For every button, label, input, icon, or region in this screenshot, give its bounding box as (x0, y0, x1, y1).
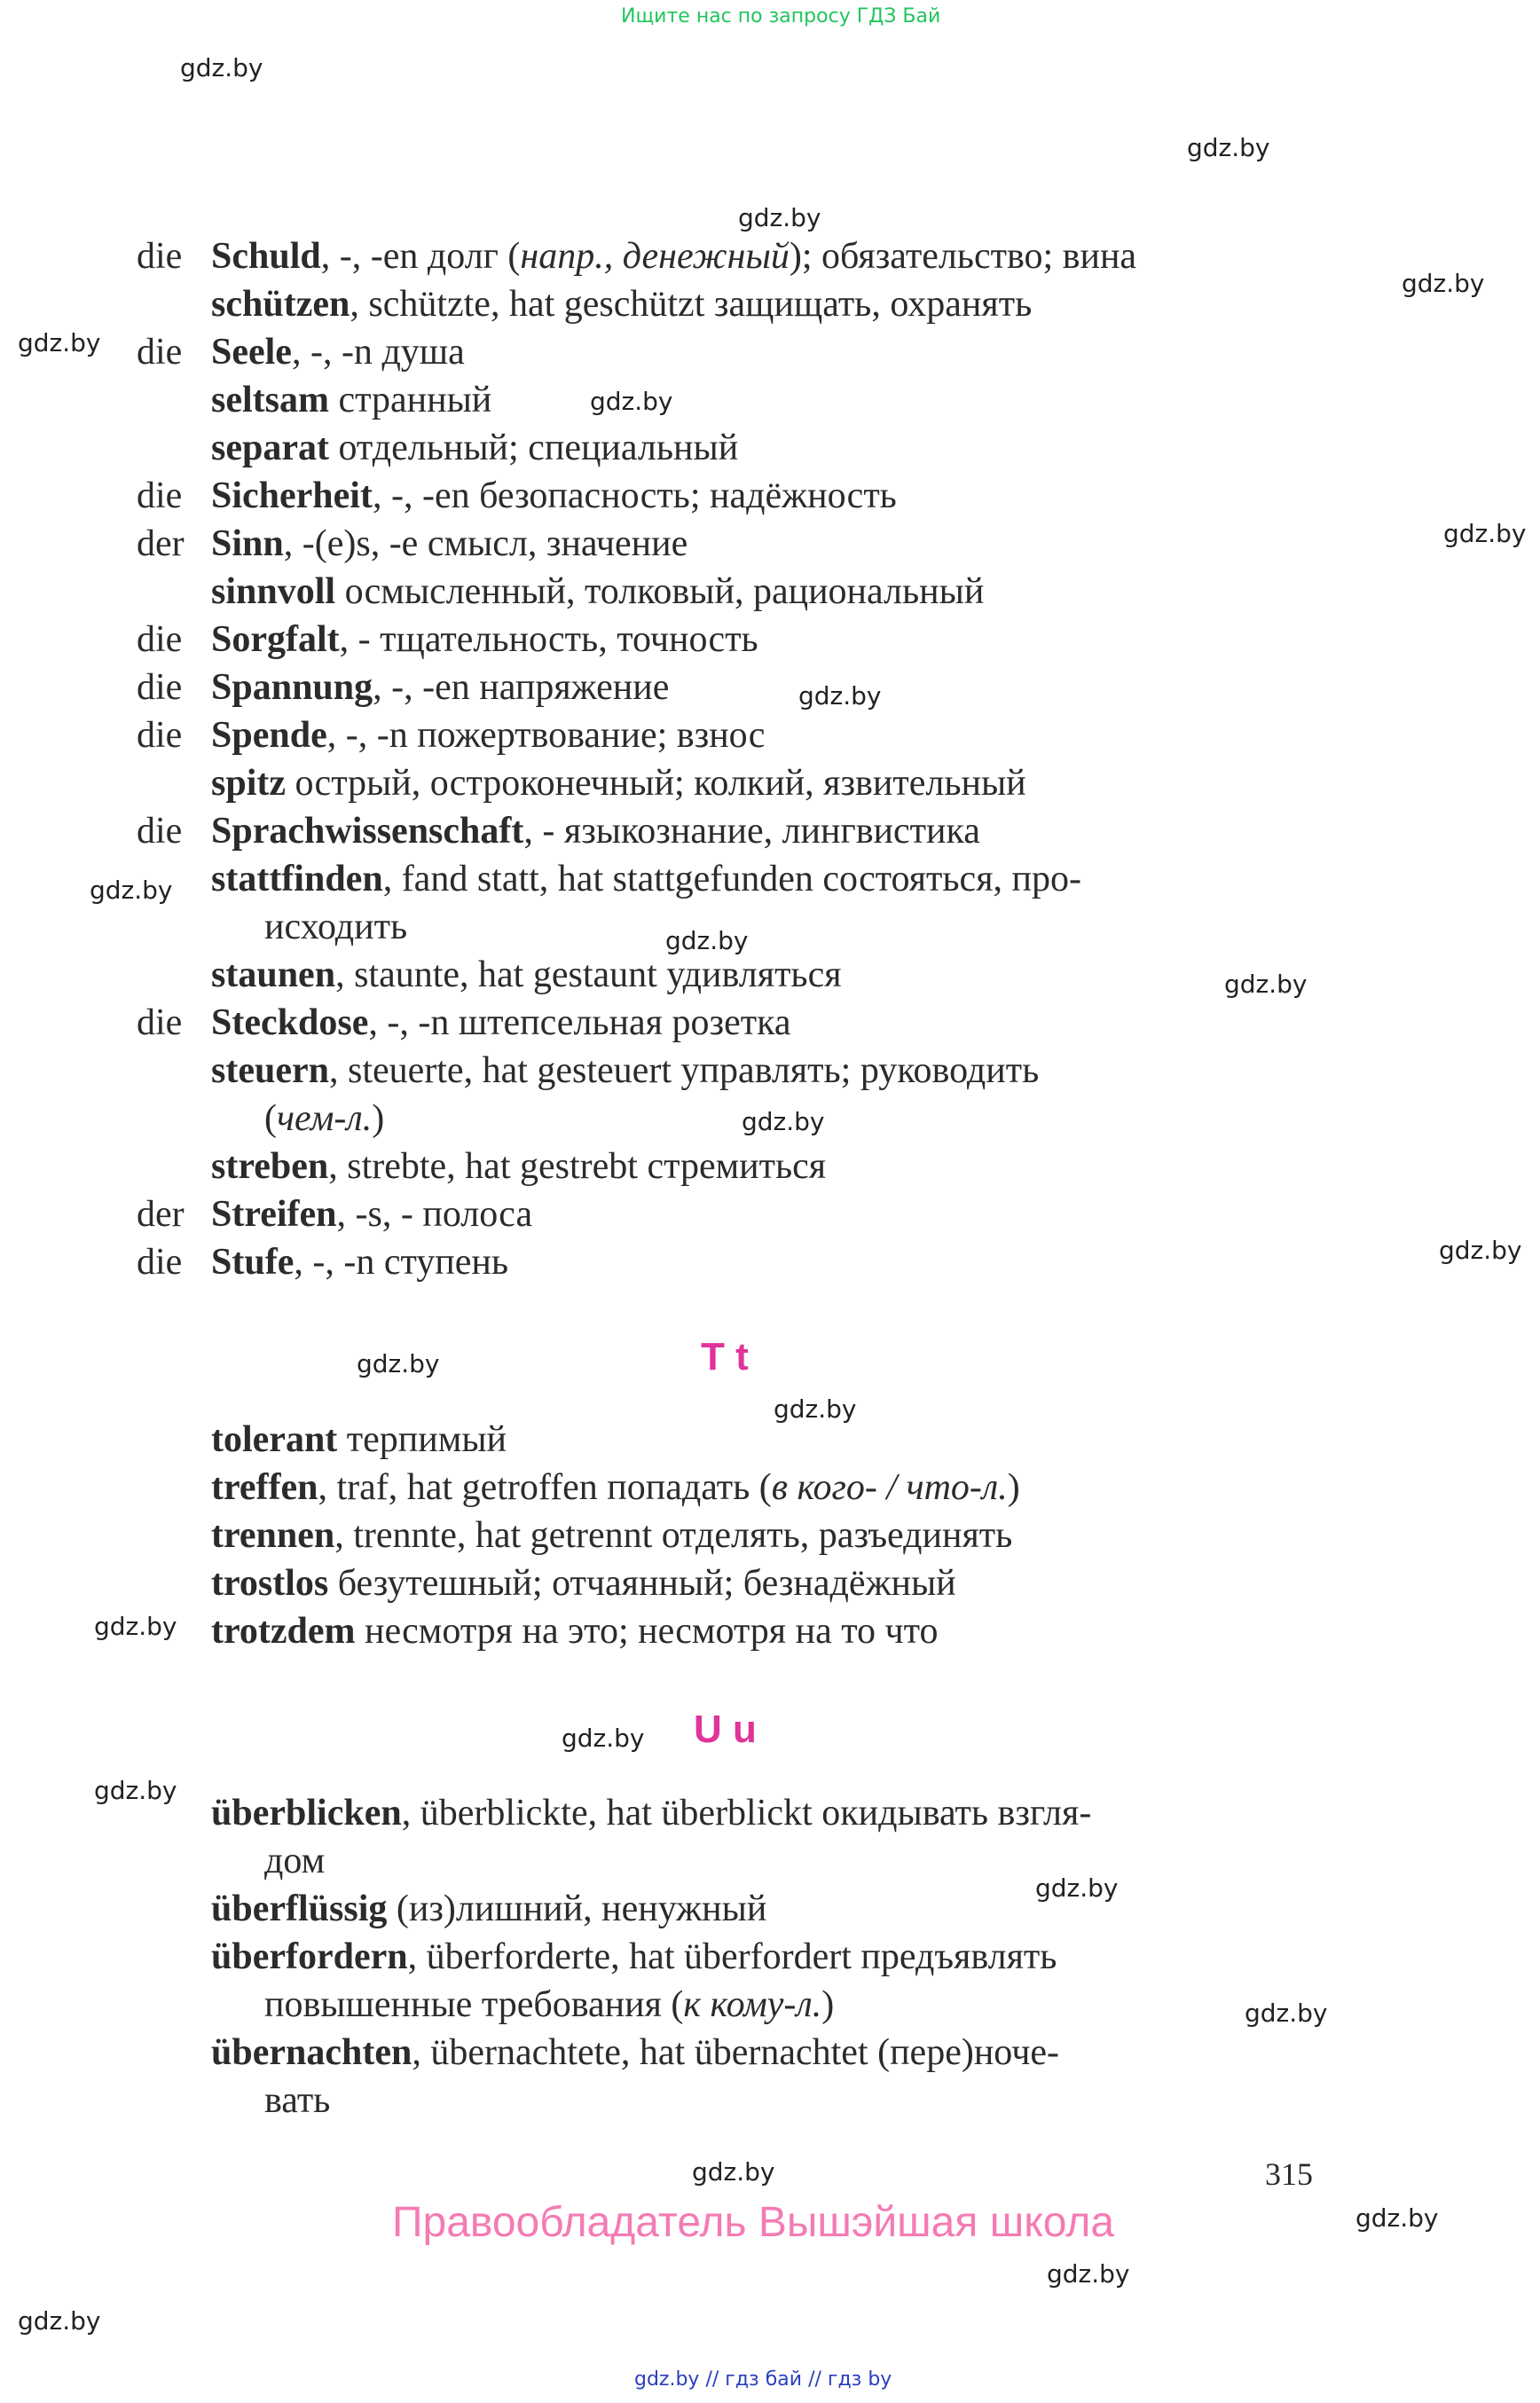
translation: защищать, охранять (704, 284, 1033, 325)
dict-entry (211, 1607, 1020, 1655)
forms: , steuerte, hat gesteuert (328, 1050, 672, 1091)
rights-holder: Правообладатель Вышэйшая школа (392, 2199, 1115, 2246)
watermark: gdz.by (692, 2157, 775, 2187)
watermark: gdz.by (1443, 519, 1527, 548)
page-number: 315 (1265, 2156, 1313, 2192)
translation: повышенные требования ( (264, 1984, 684, 2025)
dict-entry (137, 855, 1136, 903)
headword: seltsam (211, 380, 329, 420)
translation: терпимый (337, 1419, 507, 1460)
watermark: gdz.by (1047, 2259, 1130, 2289)
watermark: gdz.by (357, 1349, 440, 1378)
watermark: gdz.by (18, 2306, 101, 2336)
translation: напряжение (469, 667, 670, 708)
section-letter-t: T t (701, 1335, 749, 1378)
article: die (137, 236, 183, 277)
article: die (137, 332, 183, 373)
dict-entry (137, 232, 1136, 280)
translation: тщательность, точность (370, 619, 758, 660)
headword: Sinn (211, 523, 284, 564)
article: die (137, 667, 183, 708)
dict-entry-continuation (137, 1095, 1136, 1143)
section-s (137, 232, 1136, 1286)
dict-entry-continuation (211, 1837, 1091, 1885)
dict-entry (137, 1143, 1136, 1190)
headword: trennen (211, 1515, 335, 1556)
article: die (137, 1242, 183, 1283)
forms: , übernachtete, hat übernachtet (412, 2032, 868, 2073)
dict-entry (137, 328, 1136, 376)
dict-entry (137, 1238, 1136, 1286)
forms: , strebte, hat gestrebt (328, 1146, 638, 1187)
headword: stattfinden (211, 859, 383, 899)
headword: Steckdose (211, 1002, 369, 1043)
headword: überflüssig (211, 1889, 388, 1929)
forms: , schützte, hat geschützt (350, 284, 705, 325)
dict-entry (211, 1512, 1020, 1559)
note: напр., денежный (520, 236, 790, 277)
headword: Sprachwissenschaft (211, 811, 524, 852)
forms: , -, -en (373, 667, 470, 708)
translation: отдельный; специальный (328, 428, 739, 468)
watermark: gdz.by (590, 387, 673, 416)
article: die (137, 475, 183, 516)
headword: spitz (211, 763, 286, 804)
headword: überfordern (211, 1936, 408, 1977)
translation: безопасность; надёжность (469, 475, 897, 516)
headword: überblicken (211, 1793, 402, 1834)
translation-tail: ) (1007, 1467, 1020, 1508)
translation: несмотря на это; несмотря на то что (355, 1611, 939, 1652)
watermark: gdz.by (94, 1612, 177, 1641)
translation: окидывать взгля- (812, 1793, 1092, 1834)
forms: , -, -n (291, 332, 373, 373)
translation: предъявлять (851, 1936, 1057, 1977)
translation: пожертвование; взнос (407, 715, 766, 756)
dict-entry (137, 807, 1136, 855)
translation-tail: ); обязательство; вина (789, 236, 1137, 277)
section-letter-u: U u (694, 1708, 757, 1751)
headword: tolerant (211, 1419, 338, 1460)
headword: Sorgfalt (211, 619, 340, 660)
headword: schützen (211, 284, 350, 325)
dict-entry (211, 1885, 1091, 1933)
headword: Schuld (211, 236, 321, 277)
translation: дом (264, 1841, 326, 1881)
dict-entry (137, 376, 1136, 424)
translation: штепсельная розетка (449, 1002, 791, 1043)
dict-entry (211, 1416, 1020, 1464)
forms: , -, -n (326, 715, 408, 756)
watermark: gdz.by (18, 328, 101, 357)
dict-entry-continuation (211, 2077, 1091, 2124)
bottom-links[interactable]: gdz.by // гдз бай // гдз by (634, 2368, 892, 2391)
watermark: gdz.by (738, 203, 821, 232)
article: die (137, 715, 183, 756)
watermark: gdz.by (774, 1394, 857, 1424)
watermark: gdz.by (1402, 269, 1485, 298)
headword: Stufe (211, 1242, 295, 1283)
translation: острый, остроконечный; колкий, язвительный (286, 763, 1026, 804)
translation: управлять; руководить (671, 1050, 1040, 1091)
article: der (137, 523, 185, 564)
watermark: gdz.by (798, 681, 882, 711)
article: die (137, 811, 183, 852)
translation: ступень (374, 1242, 509, 1283)
dict-entry (137, 999, 1136, 1047)
note: чем-л. (277, 1098, 373, 1139)
forms: , - (339, 619, 371, 660)
dict-entry (137, 472, 1136, 520)
forms: , -, -en (320, 236, 419, 277)
watermark: gdz.by (1355, 2203, 1439, 2233)
forms: , -s, - (336, 1194, 413, 1235)
article: die (137, 1002, 183, 1043)
forms: , überblickte, hat überblickt (401, 1793, 813, 1834)
translation: стремиться (637, 1146, 827, 1187)
watermark: gdz.by (1439, 1236, 1522, 1265)
translation: полоса (412, 1194, 533, 1235)
headword: Seele (211, 332, 292, 373)
watermark: gdz.by (1224, 970, 1308, 999)
headword: übernachten (211, 2032, 412, 2073)
dict-entry (137, 664, 1136, 711)
headword: trotzdem (211, 1611, 356, 1652)
watermark: gdz.by (90, 876, 173, 905)
forms: , -(e)s, -e (283, 523, 419, 564)
forms: , -, -en (372, 475, 470, 516)
headword: Spende (211, 715, 327, 756)
headword: Sicherheit (211, 475, 373, 516)
headword: sinnvoll (211, 571, 336, 612)
article: der (137, 1194, 185, 1235)
forms: , überforderte, hat überfordert (407, 1936, 852, 1977)
translation: исходить (264, 907, 408, 947)
dict-entry (137, 280, 1136, 328)
watermark: gdz.by (94, 1776, 177, 1805)
headword: separat (211, 428, 329, 468)
dict-entry (211, 1464, 1020, 1512)
translation: удивляться (656, 954, 842, 995)
headword: streben (211, 1146, 329, 1187)
watermark: gdz.by (1245, 1999, 1328, 2028)
translation: состояться, про- (813, 859, 1081, 899)
forms: , -, -n (368, 1002, 450, 1043)
note: в кого- / что-л. (771, 1467, 1008, 1508)
translation: ( (264, 1098, 277, 1139)
translation: вать (264, 2080, 331, 2121)
note: к кому-л. (683, 1984, 822, 2025)
dict-entry (137, 616, 1136, 664)
forms: , -, -n (294, 1242, 375, 1283)
dict-entry (137, 711, 1136, 759)
translation-tail: ) (821, 1984, 835, 2025)
dict-entry (137, 424, 1136, 472)
dict-entry (137, 1047, 1136, 1095)
translation: осмысленный, толковый, рациональный (335, 571, 985, 612)
section-t (211, 1416, 1020, 1655)
translation: отделять, разъединять (652, 1515, 1013, 1556)
translation-tail: ) (372, 1098, 385, 1139)
headword: staunen (211, 954, 336, 995)
top-banner: Ищите нас по запросу ГДЗ Бай (621, 5, 941, 27)
forms: , staunte, hat gestaunt (335, 954, 657, 995)
dict-entry-continuation (137, 903, 1136, 951)
headword: Streifen (211, 1194, 337, 1235)
translation: безутешный; отчаянный; безнадёжный (328, 1563, 956, 1604)
translation: долг ( (418, 236, 521, 277)
dict-entry (137, 520, 1136, 568)
dict-entry (137, 568, 1136, 616)
translation: душа (372, 332, 465, 373)
translation: (пере)ноче- (868, 2032, 1059, 2073)
watermark: gdz.by (180, 53, 263, 82)
watermark: gdz.by (1187, 133, 1270, 162)
section-u (211, 1789, 1091, 2124)
headword: trostlos (211, 1563, 329, 1604)
article: die (137, 619, 183, 660)
dict-entry (137, 759, 1136, 807)
forms: , trennte, hat getrennt (334, 1515, 653, 1556)
watermark: gdz.by (1035, 1873, 1119, 1903)
dict-entry (211, 1789, 1091, 1837)
translation: языкознание, лингвистика (554, 811, 980, 852)
dict-entry-continuation (211, 1981, 1091, 2029)
watermark: gdz.by (665, 926, 749, 955)
translation: (из)лишний, ненужный (387, 1889, 767, 1929)
watermark: gdz.by (562, 1724, 645, 1753)
watermark: gdz.by (742, 1107, 825, 1136)
forms: , traf, hat getroffen (318, 1467, 598, 1508)
forms: , fand statt, hat stattgefunden (382, 859, 813, 899)
translation: смысл, значение (418, 523, 688, 564)
translation: странный (328, 380, 492, 420)
dict-entry (211, 1933, 1091, 1981)
headword: steuern (211, 1050, 329, 1091)
dict-entry (211, 2029, 1091, 2077)
dict-entry (137, 951, 1136, 999)
headword: treffen (211, 1467, 318, 1508)
dict-entry (211, 1559, 1020, 1607)
forms: , - (523, 811, 555, 852)
translation: попадать ( (597, 1467, 772, 1508)
headword: Spannung (211, 667, 373, 708)
dict-entry (137, 1190, 1136, 1238)
